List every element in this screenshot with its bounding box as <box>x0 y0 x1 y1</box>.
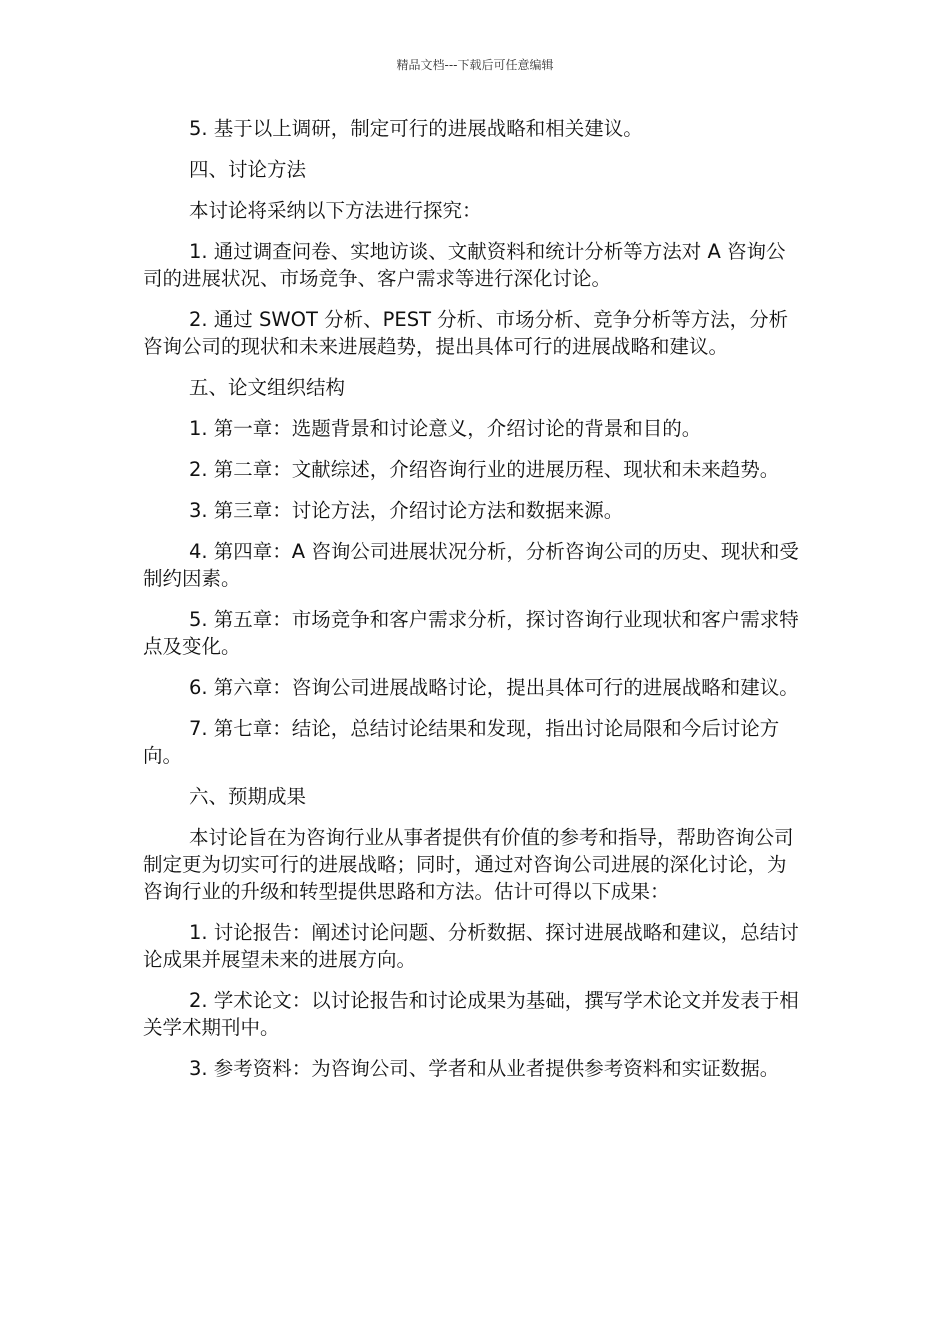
paragraph-chapter-1: 1. 第一章：选题背景和讨论意义，介绍讨论的背景和目的。 <box>189 417 702 440</box>
paragraph-chapter-7: 7. 第七章：结论，总结讨论结果和发现，指出讨论局限和今后讨论方向。 <box>143 717 780 767</box>
document-body <box>143 115 803 1096</box>
page-header: 精品文档---下载后可任意编辑 <box>396 58 554 72</box>
paragraph-chapter-2: 2. 第二章：文献综述，介绍咨询行业的进展历程、现状和未来趋势。 <box>189 458 780 481</box>
paragraph-method-2: 2. 通过 SWOT 分析、PEST 分析、市场分析、竞争分析等方法，分析咨询公司的现状和未来进展趋势，提出具体可行的进展战略和建议。 <box>143 308 789 358</box>
paragraph-chapter-6: 6. 第六章：咨询公司进展战略讨论，提出具体可行的进展战略和建议。 <box>189 676 799 699</box>
paragraph-outcomes-intro: 本讨论旨在为咨询行业从事者提供有价值的参考和指导，帮助咨询公司制定更为切实可行的进展战略；同时，通过对咨询公司进展的深化讨论，为咨询行业的升级和转型提供思路和方法。估计可得以下成果： <box>143 826 794 903</box>
section-heading-methods: 四、讨论方法 <box>189 158 307 181</box>
paragraph-chapter-5: 5. 第五章：市场竞争和客户需求分析，探讨咨询行业现状和客户需求特点及变化。 <box>143 608 799 658</box>
section-heading-outcomes: 六、预期成果 <box>189 785 307 808</box>
section-heading-structure: 五、论文组织结构 <box>189 376 346 399</box>
paragraph-chapter-3: 3. 第三章：讨论方法，介绍讨论方法和数据来源。 <box>189 499 624 522</box>
paragraph-methods-intro: 本讨论将采纳以下方法进行探究： <box>189 199 482 222</box>
paragraph-outcome-2: 2. 学术论文：以讨论报告和讨论成果为基础，撰写学术论文并发表于相关学术期刊中。 <box>143 989 799 1039</box>
paragraph-step-5: 5. 基于以上调研，制定可行的进展战略和相关建议。 <box>189 117 643 140</box>
paragraph-chapter-4: 4. 第四章：A 咨询公司进展状况分析，分析咨询公司的历史、现状和受制约因素。 <box>143 540 799 590</box>
paragraph-method-1: 1. 通过调查问卷、实地访谈、文献资料和统计分析等方法对 A 咨询公司的进展状况、市场竞争、客户需求等进行深化讨论。 <box>143 240 786 290</box>
paragraph-outcome-3: 3. 参考资料：为咨询公司、学者和从业者提供参考资料和实证数据。 <box>189 1057 780 1080</box>
paragraph-outcome-1: 1. 讨论报告：阐述讨论问题、分析数据、探讨进展战略和建议，总结讨论成果并展望未来的进展方向。 <box>143 921 799 971</box>
